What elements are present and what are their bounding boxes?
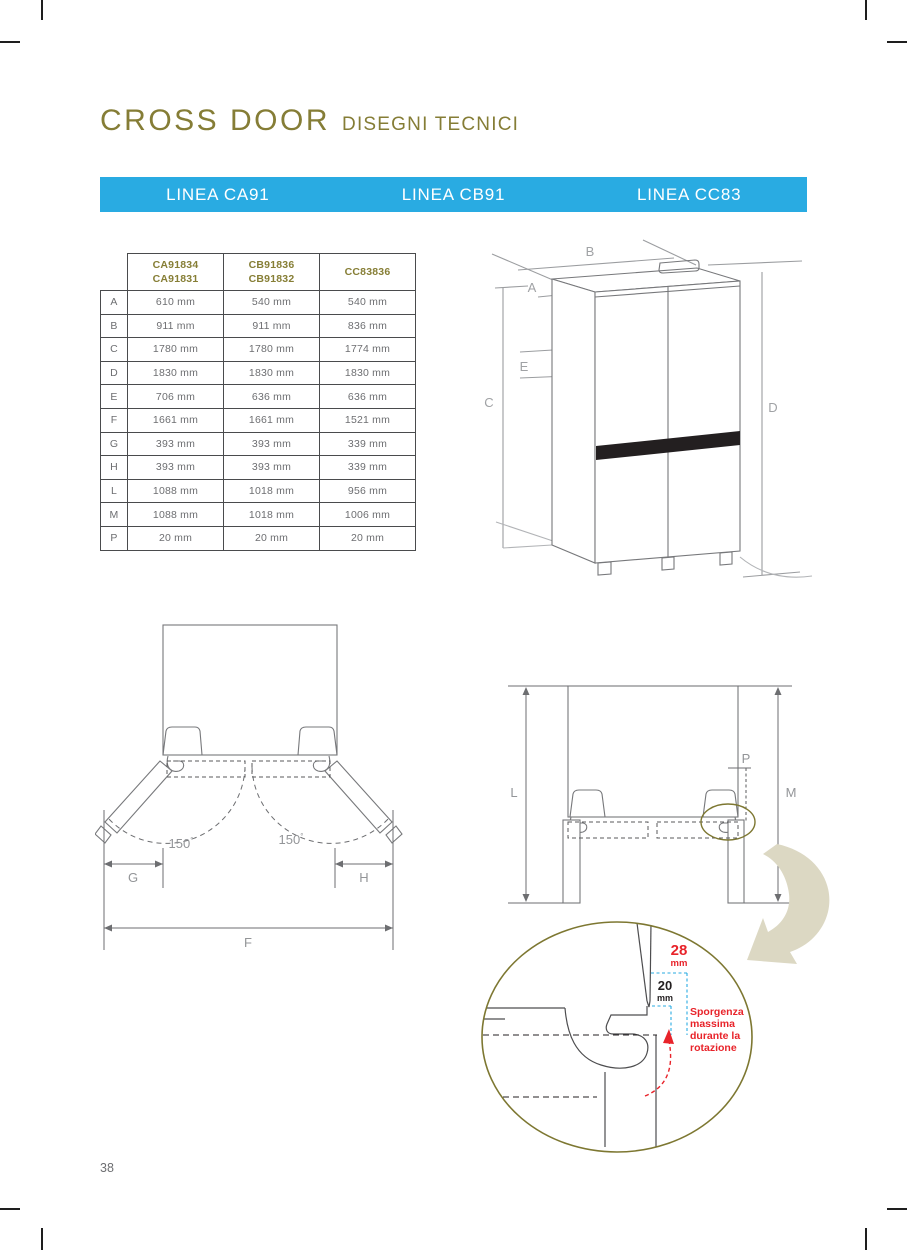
table-header-row — [101, 254, 416, 291]
dim-b-label: B — [585, 244, 595, 259]
row-label: H — [101, 456, 128, 480]
crop-mark — [865, 0, 867, 20]
dim-d-label: D — [768, 400, 778, 415]
linea-cc83-label: LINEA CC83 — [636, 184, 742, 204]
dim-20-unit: mm — [656, 993, 674, 1003]
cell: 393 mm — [224, 432, 320, 456]
model-col-header: CC83836 — [320, 254, 416, 291]
dim-m-label: M — [785, 785, 797, 800]
cell: 393 mm — [224, 456, 320, 480]
cell: 1830 mm — [128, 361, 224, 385]
iso-view-drawing — [468, 230, 813, 595]
spec-table — [100, 253, 416, 551]
cell: 1521 mm — [320, 408, 416, 432]
cell: 20 mm — [320, 526, 416, 550]
page-number: 38 — [100, 1161, 114, 1175]
rotation-note-line: massima — [690, 1018, 735, 1030]
cell: 339 mm — [320, 456, 416, 480]
table-row — [101, 385, 416, 409]
model-col-header: CB91836 CB91832 — [224, 254, 320, 291]
cell: 836 mm — [320, 314, 416, 338]
row-label: F — [101, 408, 128, 432]
page-subtitle: DISEGNI TECNICI — [342, 114, 520, 135]
page-title: CROSS DOOR — [100, 104, 331, 137]
crop-mark — [0, 41, 20, 43]
dim-c-label: C — [484, 395, 494, 410]
cell: 911 mm — [224, 314, 320, 338]
rotation-note-line: Sporgenza — [690, 1006, 744, 1018]
row-label: P — [101, 526, 128, 550]
angle-left-label: 150° — [168, 836, 194, 851]
table-row — [101, 361, 416, 385]
linea-header-bar — [100, 177, 807, 212]
dim-p-label: P — [741, 751, 751, 766]
cell: 1780 mm — [128, 338, 224, 362]
linea-cb91-label: LINEA CB91 — [401, 184, 506, 204]
cell: 393 mm — [128, 456, 224, 480]
cell: 20 mm — [224, 526, 320, 550]
cell: 339 mm — [320, 432, 416, 456]
dim-20-value: 20 — [657, 978, 673, 993]
row-label: A — [101, 291, 128, 315]
table-row — [101, 291, 416, 315]
crop-mark — [41, 0, 43, 20]
row-label: D — [101, 361, 128, 385]
dim-28-unit: mm — [670, 958, 688, 969]
dim-g-label: G — [127, 870, 139, 885]
cell: 540 mm — [320, 291, 416, 315]
table-row — [101, 456, 416, 480]
dim-l-label: L — [510, 785, 518, 800]
crop-mark — [865, 1228, 867, 1250]
row-label: G — [101, 432, 128, 456]
table-row — [101, 432, 416, 456]
cell: 1088 mm — [128, 479, 224, 503]
table-row — [101, 503, 416, 527]
row-label: E — [101, 385, 128, 409]
cell: 1830 mm — [224, 361, 320, 385]
corner-cell — [101, 254, 128, 291]
cell: 956 mm — [320, 479, 416, 503]
cell: 1830 mm — [320, 361, 416, 385]
cell: 1018 mm — [224, 503, 320, 527]
table-row — [101, 338, 416, 362]
row-label: M — [101, 503, 128, 527]
cell: 911 mm — [128, 314, 224, 338]
dim-h-label: H — [359, 870, 369, 885]
cell: 1780 mm — [224, 338, 320, 362]
row-label: L — [101, 479, 128, 503]
page-title-row — [100, 104, 519, 138]
table-row — [101, 408, 416, 432]
linea-ca91-label: LINEA CA91 — [166, 184, 270, 204]
rotation-note-line: rotazione — [690, 1042, 737, 1054]
crop-mark — [887, 1208, 907, 1210]
hinge-detail-drawing — [475, 915, 765, 1160]
cell: 1774 mm — [320, 338, 416, 362]
table-row — [101, 479, 416, 503]
angle-right-label: 150° — [278, 832, 304, 847]
cell: 1018 mm — [224, 479, 320, 503]
crop-mark — [887, 41, 907, 43]
cell: 706 mm — [128, 385, 224, 409]
table-row — [101, 314, 416, 338]
cell: 636 mm — [320, 385, 416, 409]
crop-mark — [41, 1228, 43, 1250]
cell: 393 mm — [128, 432, 224, 456]
crop-mark — [0, 1208, 20, 1210]
cell: 20 mm — [128, 526, 224, 550]
table-row — [101, 526, 416, 550]
cell: 1661 mm — [128, 408, 224, 432]
row-label: B — [101, 314, 128, 338]
row-label: C — [101, 338, 128, 362]
dim-e-label: E — [519, 359, 529, 374]
cell: 1661 mm — [224, 408, 320, 432]
dim-a-label: A — [527, 280, 537, 295]
cell: 1006 mm — [320, 503, 416, 527]
cell: 540 mm — [224, 291, 320, 315]
cell: 1088 mm — [128, 503, 224, 527]
model-col-header: CA91834 CA91831 — [128, 254, 224, 291]
cell: 610 mm — [128, 291, 224, 315]
dim-f-label: F — [244, 935, 252, 950]
dim-28-value: 28 — [670, 942, 688, 959]
rotation-note-line: durante la — [690, 1030, 741, 1042]
cell: 636 mm — [224, 385, 320, 409]
door-opening-drawing — [95, 615, 415, 960]
